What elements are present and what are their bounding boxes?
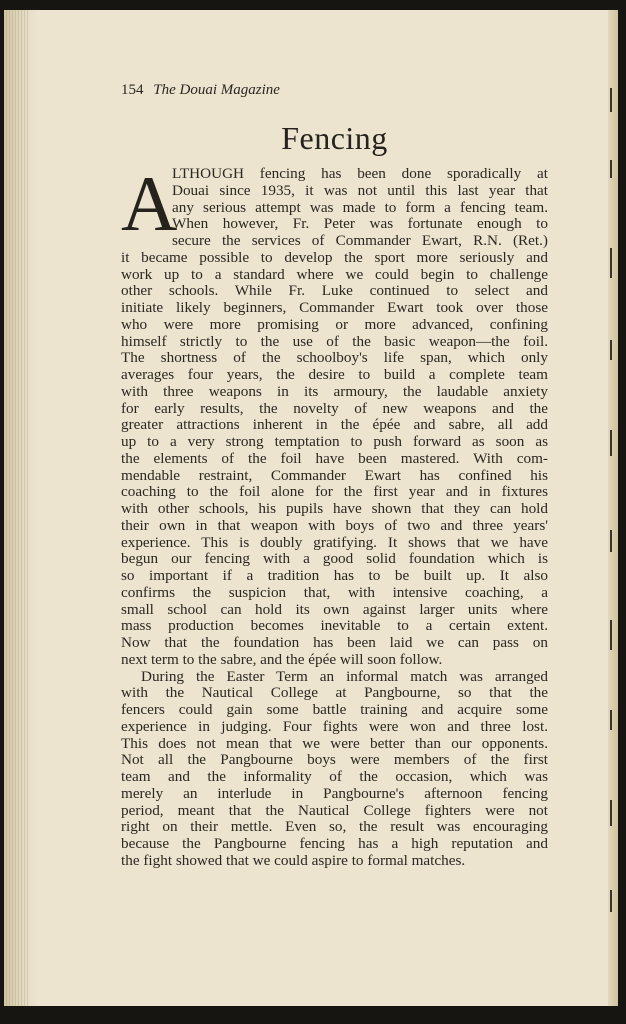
text-line: with the Nautical College at Pangbourne, so that the [121, 685, 548, 702]
text-line: begun our fencing with a good solid foundation which is [121, 551, 548, 568]
page-stack-edge [4, 10, 38, 1006]
running-header [121, 82, 280, 99]
text-line: confirms the suspicion that, with intensive coaching, a [121, 584, 548, 601]
text-line: their own in that weapon with boys of two and three years' [121, 517, 548, 534]
gutter-mark [610, 160, 612, 178]
article-body [121, 160, 548, 870]
text-line: who were more promising or more advanced, confining [121, 316, 548, 333]
text-line: During the Easter Term an informal match was arranged [141, 668, 548, 685]
text-line: the fight showed that we could aspire to formal matches. [121, 852, 466, 869]
text-line: merely an interlude in Pangbourne's afternoon fencing [121, 785, 548, 802]
text-line: Douai since 1935, it was not until this last year that [172, 182, 548, 199]
text-line: himself strictly to the use of the basic weapon—the foil. [121, 333, 548, 350]
book-gutter [608, 10, 618, 1006]
text-line: averages four years, the desire to build a complete team [121, 367, 548, 383]
drop-cap: A [121, 160, 178, 247]
article-title: Fencing [281, 120, 388, 156]
text-line: Not all the Pangbourne boys were members of the first [121, 752, 548, 769]
text-line: fencers could gain some battle training and acquire some [121, 702, 548, 718]
text-line: with other schools, his pupils have shown that they can hold [121, 501, 548, 517]
text-line: The shortness of the schoolboy's life span, which only [121, 350, 548, 367]
text-line: experience. This is doubly gratifying. It shows that we have [121, 534, 548, 551]
text-line: team and the informality of the occasion, which was [121, 769, 548, 785]
gutter-mark [610, 620, 612, 650]
text-line: coaching to the foil alone for the first year and in fixtures [121, 484, 548, 501]
text-line: any serious attempt was made to form a fencing team. [172, 199, 548, 216]
text-line: mendable restraint, Commander Ewart has confined his [121, 467, 548, 484]
text-line: right on their mettle. Even so, the result was encouraging [121, 819, 548, 836]
gutter-mark [610, 800, 612, 826]
gutter-mark [610, 88, 612, 112]
text-line: for early results, the novelty of new weapons and the [121, 400, 548, 417]
text-line: period, meant that the Nautical College fighters were not [121, 802, 548, 819]
text-line: so important if a tradition has to be built up. It also [121, 568, 548, 584]
gutter-mark [610, 530, 612, 552]
text-line: other schools. While Fr. Luke continued to select and [121, 283, 548, 300]
text-line: with three weapons in its armoury, the laudable anxiety [121, 383, 548, 400]
text-line: greater attractions inherent in the épée and sabre, all add [121, 417, 548, 434]
text-line: up to a very strong temptation to push forward as soon as [121, 434, 548, 450]
text-line: initiate likely beginners, Commander Ewart took over those [121, 300, 548, 316]
text-line: This does not mean that we were better than our opponents. [121, 735, 548, 752]
text-line: it became possible to develop the sport more seriously and [121, 249, 548, 266]
gutter-mark [610, 340, 612, 360]
magazine-title: The Douai Magazine [153, 82, 280, 98]
text-line: small school can hold its own against larger units where [121, 601, 548, 618]
text-line: LTHOUGH fencing has been done sporadically at [172, 166, 548, 182]
text-line: next term to the sabre, and the épée will soon follow. [121, 651, 443, 668]
text-line: because the Pangbourne fencing has a high reputation and [121, 836, 548, 852]
text-line: experience in judging. Four fights were won and three lost. [121, 718, 548, 735]
gutter-mark [610, 430, 612, 456]
page-edge-lines [6, 10, 28, 1006]
text-line: When however, Fr. Peter was fortunate enough to [172, 216, 548, 233]
gutter-mark [610, 890, 612, 912]
gutter-mark [610, 710, 612, 730]
text-line: work up to a standard where we could begin to challenge [121, 266, 548, 283]
text-line: the elements of the foil have been mastered. With com- [121, 450, 548, 467]
text-line: Now that the foundation has been laid we can pass on [121, 635, 548, 651]
text-line: secure the services of Commander Ewart, R.N. (Ret.) [172, 233, 548, 249]
page-number: 154 [121, 82, 144, 98]
gutter-mark [610, 248, 612, 278]
text-line: mass production becomes inevitable to a certain extent. [121, 618, 548, 635]
